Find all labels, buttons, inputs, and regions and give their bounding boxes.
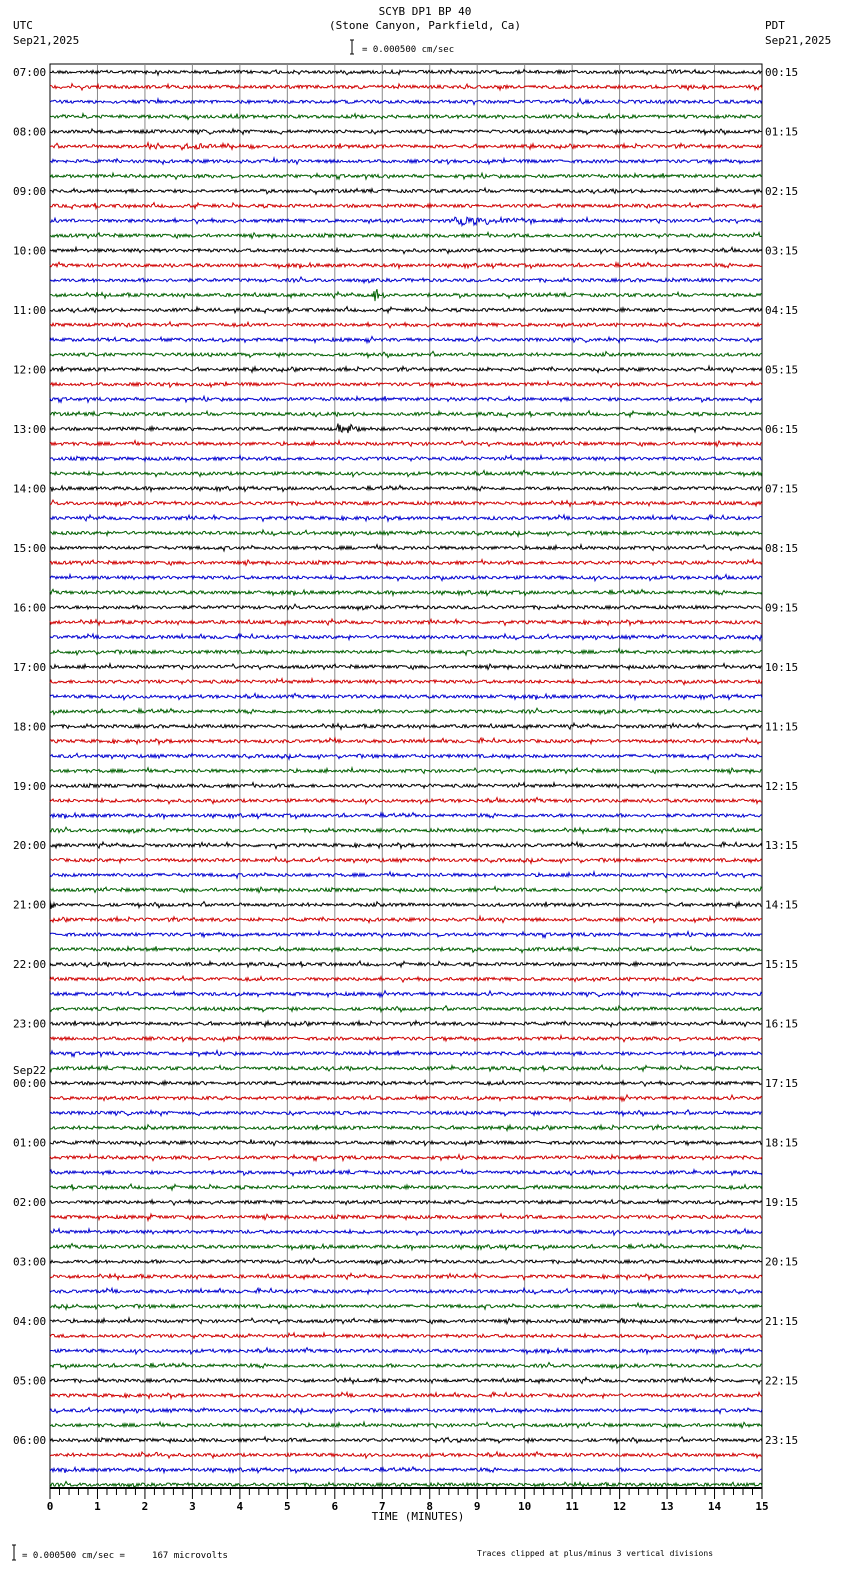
trace-line — [50, 1303, 762, 1309]
x-tick-label: 9 — [473, 1500, 481, 1513]
station-location: (Stone Canyon, Parkfield, Ca) — [328, 19, 522, 32]
utc-hour-label: 18:00 — [13, 720, 47, 734]
trace-line — [50, 114, 762, 120]
utc-hour-label: 22:00 — [13, 958, 47, 972]
trace-line — [50, 1422, 762, 1428]
footer-scale-label: = 0.000500 cm/sec = 167 microvolts — [22, 1551, 228, 1561]
trace-line — [50, 411, 762, 417]
trace-line — [50, 1437, 762, 1443]
trace-line — [50, 1392, 762, 1398]
x-tick-label: 12 — [612, 1500, 627, 1513]
utc-hour-label: 09:00 — [13, 184, 47, 198]
pdt-hour-label: 03:15 — [765, 244, 799, 258]
pdt-hour-label: 08:15 — [765, 541, 799, 555]
utc-hour-label: 15:00 — [13, 541, 47, 555]
trace-line — [50, 1080, 762, 1086]
trace-line — [50, 1452, 762, 1458]
utc-hour-label: 17:00 — [13, 660, 47, 674]
trace-line — [50, 619, 762, 625]
pdt-hour-label: 13:15 — [765, 839, 799, 853]
pdt-hour-label: 20:15 — [765, 1255, 799, 1269]
trace-line — [50, 798, 762, 804]
left-timezone: UTC — [13, 19, 33, 32]
trace-line — [50, 441, 762, 447]
pdt-hour-label: 18:15 — [765, 1136, 799, 1150]
trace-line — [50, 783, 762, 789]
minute-grid — [50, 64, 762, 1488]
trace-line — [50, 1333, 762, 1339]
trace-line — [50, 634, 762, 640]
footer-scale-bar-icon — [12, 1545, 16, 1560]
trace-line — [50, 768, 762, 774]
x-tick-label: 0 — [46, 1500, 54, 1513]
trace-line — [50, 976, 762, 982]
x-tick-label: 3 — [189, 1500, 196, 1513]
trace-line — [50, 530, 762, 536]
utc-hour-label: 12:00 — [13, 363, 47, 377]
trace-line — [50, 946, 762, 952]
trace-line — [50, 1273, 762, 1279]
trace-line — [50, 1170, 762, 1176]
trace-line — [50, 1155, 762, 1161]
utc-hour-label: 20:00 — [13, 839, 47, 853]
trace-line — [50, 991, 762, 997]
pdt-hour-label: 23:15 — [765, 1434, 799, 1448]
trace-line — [50, 813, 762, 819]
left-date: Sep21,2025 — [13, 34, 80, 47]
pdt-hour-label: 15:15 — [765, 958, 799, 972]
trace-line — [50, 1095, 762, 1101]
trace-line — [50, 604, 762, 610]
x-tick-label: 7 — [378, 1500, 386, 1513]
x-axis-label: TIME (MINUTES) — [371, 1510, 465, 1523]
utc-hour-label: 03:00 — [13, 1255, 47, 1269]
trace-line — [50, 589, 762, 595]
pdt-hour-label: 16:15 — [765, 1017, 799, 1031]
utc-hour-label: 07:00 — [13, 66, 47, 79]
x-tick-label: 4 — [236, 1500, 244, 1513]
utc-hour-label: 10:00 — [13, 244, 47, 258]
trace-line — [50, 470, 762, 476]
pdt-hour-label: 10:15 — [765, 660, 799, 674]
pdt-hour-label: 00:15 — [765, 66, 799, 79]
utc-hour-label: 19:00 — [13, 779, 47, 793]
utc-hour-label: 02:00 — [13, 1196, 47, 1210]
trace-line — [50, 203, 762, 209]
trace-line — [50, 69, 762, 75]
pdt-hour-label: 09:15 — [765, 601, 799, 615]
trace-line — [50, 693, 762, 699]
trace-line — [50, 1258, 762, 1264]
trace-line — [50, 738, 762, 744]
trace-line — [50, 827, 762, 833]
utc-hour-label: 01:00 — [13, 1136, 47, 1150]
trace-line — [50, 1229, 762, 1235]
trace-line — [50, 1036, 762, 1042]
trace-line — [50, 1051, 762, 1057]
trace-line — [50, 173, 762, 179]
trace-line — [50, 84, 762, 90]
pdt-hour-label: 17:15 — [765, 1077, 799, 1091]
trace-line — [50, 307, 762, 313]
utc-hour-label: 05:00 — [13, 1374, 47, 1388]
trace-line — [50, 277, 762, 283]
utc-hour-label: 00:00 — [13, 1077, 47, 1091]
trace-line — [50, 1363, 762, 1369]
trace-line — [50, 916, 762, 922]
right-date: Sep21,2025 — [765, 34, 832, 47]
trace-line — [50, 872, 762, 878]
scale-label: = 0.000500 cm/sec — [362, 45, 455, 55]
trace-line — [50, 1482, 762, 1488]
trace-line — [50, 289, 762, 301]
trace-line — [50, 1244, 762, 1250]
trace-line — [50, 723, 762, 729]
x-tick-label: 5 — [284, 1500, 291, 1513]
right-timezone: PDT — [765, 19, 785, 32]
trace-line — [50, 664, 762, 670]
utc-hour-label: 23:00 — [13, 1017, 47, 1031]
trace-line — [50, 1021, 762, 1027]
trace-line — [50, 1200, 762, 1205]
x-tick-label: 15 — [755, 1500, 769, 1513]
x-tick-label: 2 — [141, 1500, 149, 1513]
x-tick-label: 8 — [426, 1500, 434, 1513]
utc-hour-label: 14:00 — [13, 482, 47, 496]
trace-line — [50, 424, 762, 434]
pdt-hour-label: 06:15 — [765, 422, 799, 436]
pdt-hour-label: 05:15 — [765, 363, 799, 377]
scale-bar-icon — [350, 40, 354, 54]
trace-line — [50, 1348, 762, 1354]
trace-line — [50, 1318, 762, 1324]
trace-line — [50, 899, 762, 909]
pdt-hour-label: 12:15 — [765, 779, 799, 793]
utc-hour-label: 13:00 — [13, 422, 47, 436]
utc-hour-label: 21:00 — [13, 898, 47, 912]
trace-line — [50, 217, 762, 225]
pdt-hour-label: 01:15 — [765, 125, 799, 139]
trace-line — [50, 1467, 762, 1473]
x-tick-label: 10 — [518, 1500, 532, 1513]
trace-line — [50, 143, 762, 150]
traces — [50, 69, 762, 1487]
utc-hour-label: 04:00 — [13, 1315, 47, 1329]
trace-line — [50, 649, 762, 655]
trace-line — [50, 500, 762, 506]
trace-line — [50, 932, 762, 938]
pdt-hour-label: 14:15 — [765, 898, 799, 912]
pdt-hour-label: 04:15 — [765, 303, 799, 317]
pdt-hour-label: 02:15 — [765, 184, 799, 198]
trace-line — [50, 1006, 762, 1012]
trace-line — [50, 857, 762, 863]
trace-line — [50, 1408, 762, 1414]
trace-line — [50, 396, 762, 402]
trace-line — [50, 708, 762, 714]
trace-line — [50, 842, 762, 848]
trace-line — [50, 456, 762, 462]
pdt-hour-label: 19:15 — [765, 1196, 799, 1210]
trace-line — [50, 679, 762, 685]
trace-line — [50, 1065, 762, 1071]
utc-hour-label: 11:00 — [13, 303, 47, 317]
trace-line — [50, 351, 762, 357]
utc-hour-label: 08:00 — [13, 125, 47, 139]
pdt-hour-label: 21:15 — [765, 1315, 799, 1329]
trace-line — [50, 322, 762, 328]
trace-line — [50, 129, 762, 135]
chart-title: SCYB DP1 BP 40 — [378, 5, 472, 18]
trace-line — [50, 515, 762, 521]
trace-line — [50, 99, 762, 105]
trace-line — [50, 188, 762, 194]
x-tick-label: 14 — [707, 1500, 722, 1513]
trace-line — [50, 1378, 762, 1384]
trace-line — [50, 545, 762, 551]
utc-hour-label: 16:00 — [13, 601, 47, 615]
utc-hour-label: 06:00 — [13, 1434, 47, 1448]
x-tick-label: 11 — [565, 1500, 579, 1513]
trace-line — [50, 753, 762, 759]
trace-line — [50, 560, 762, 566]
trace-line — [50, 247, 762, 253]
x-tick-label: 13 — [660, 1500, 674, 1513]
pdt-hour-label: 07:15 — [765, 482, 799, 496]
x-tick-label: 1 — [94, 1500, 101, 1513]
plot-frame — [50, 64, 762, 1488]
trace-line — [50, 158, 762, 164]
trace-line — [50, 366, 762, 372]
clip-note: Traces clipped at plus/minus 3 vertical divisions — [477, 1549, 714, 1558]
trace-line — [50, 1288, 762, 1294]
utc-date-label: Sep22 — [13, 1064, 47, 1078]
pdt-hour-label: 11:15 — [765, 720, 799, 734]
trace-line — [50, 381, 762, 387]
pdt-hour-label: 22:15 — [765, 1374, 799, 1388]
trace-line — [50, 1139, 762, 1145]
trace-line — [50, 262, 762, 268]
trace-line — [50, 337, 762, 343]
x-tick-label: 6 — [331, 1500, 339, 1513]
trace-line — [50, 1214, 762, 1221]
trace-line — [50, 575, 762, 581]
trace-line — [50, 1184, 762, 1190]
trace-line — [50, 887, 762, 893]
trace-line — [50, 1125, 762, 1131]
trace-line — [50, 961, 762, 967]
trace-line — [50, 486, 762, 492]
trace-line — [50, 232, 762, 238]
trace-line — [50, 1110, 762, 1116]
